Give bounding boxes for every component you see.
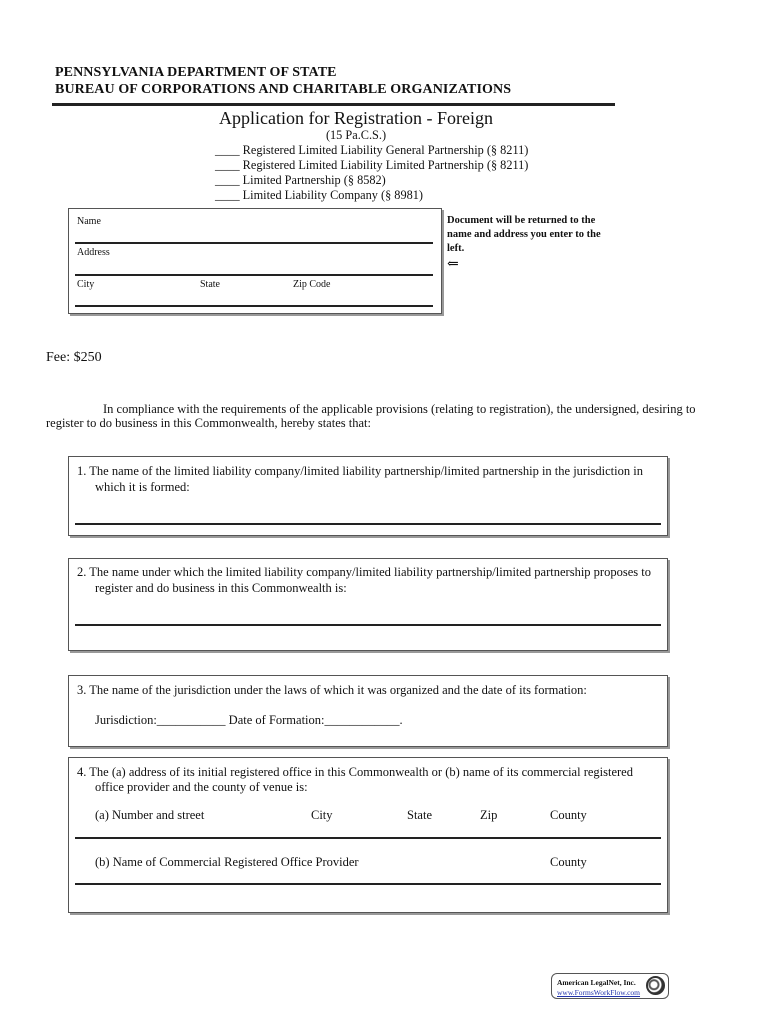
city-state-zip-field[interactable] (75, 305, 433, 307)
question-1-answer-field[interactable] (75, 523, 661, 525)
publisher-logo-icon (646, 976, 665, 995)
office-city-label: City (311, 808, 333, 822)
question-2-box (68, 558, 668, 651)
registered-office-address-field[interactable] (75, 837, 661, 839)
question-4-line-2: office provider and the county of venue is: (95, 780, 308, 794)
commercial-provider-field[interactable] (75, 883, 661, 885)
city-label: City (77, 279, 95, 290)
address-label: Address (77, 247, 110, 258)
question-3-box (68, 675, 668, 747)
question-2-line-2: register and do business in this Commonwealth is: (95, 581, 347, 595)
publisher-badge (551, 973, 669, 999)
question-2-line-1: 2. The name under which the limited liability company/limited liability partnership/limited partnership proposes to (77, 565, 651, 579)
question-1-box (68, 456, 668, 536)
address-field[interactable] (75, 274, 433, 276)
department-heading: PENNSYLVANIA DEPARTMENT OF STATE (55, 65, 337, 80)
office-zip-label: Zip (480, 808, 498, 822)
office-county-label: County (550, 808, 587, 822)
name-label: Name (77, 216, 101, 227)
left-arrow-icon: ⇐ (447, 257, 459, 272)
commercial-provider-label: (b) Name of Commercial Registered Office Provider (95, 855, 359, 869)
entity-type-option-lllp[interactable]: ____ Registered Limited Liability Limited Partnership (§ 8211) (215, 158, 529, 172)
statute-citation: (15 Pa.C.S.) (325, 128, 387, 142)
question-4-box (68, 757, 668, 913)
name-field[interactable] (75, 242, 433, 244)
question-3-line-1: 3. The name of the jurisdiction under the laws of which it was organized and the date of its formation: (77, 683, 587, 697)
compliance-line-1: In compliance with the requirements of the applicable provisions (relating to registration), the undersigned, desiring to (103, 402, 696, 416)
entity-type-option-lp[interactable]: ____ Limited Partnership (§ 8582) (215, 173, 386, 187)
return-address-box (68, 208, 442, 314)
bureau-heading: BUREAU OF CORPORATIONS AND CHARITABLE ORGANIZATIONS (55, 82, 512, 97)
form-title: Application for Registration - Foreign (219, 108, 493, 128)
number-street-label: (a) Number and street (95, 808, 205, 822)
return-note: Document will be returned to the name and address you enter to the left. (447, 215, 601, 254)
question-1-line-2: which it is formed: (95, 480, 190, 494)
publisher-name: American LegalNet, Inc. (557, 978, 636, 987)
entity-type-option-llc[interactable]: ____ Limited Liability Company (§ 8981) (215, 188, 423, 202)
zip-code-label: Zip Code (293, 279, 331, 290)
compliance-line-2: register to do business in this Commonwealth, hereby states that: (46, 416, 371, 430)
jurisdiction-date-field[interactable]: Jurisdiction:___________ Date of Formation:____________. (95, 713, 403, 727)
fee-text: Fee: $250 (46, 350, 102, 365)
header-rule (52, 103, 615, 106)
provider-county-label: County (550, 855, 587, 869)
office-state-label: State (407, 808, 432, 822)
publisher-link[interactable]: www.FormsWorkFlow.com (557, 988, 641, 997)
question-2-answer-field[interactable] (75, 624, 661, 626)
state-label: State (200, 279, 220, 290)
entity-type-option-llgp[interactable]: ____ Registered Limited Liability General Partnership (§ 8211) (215, 143, 529, 157)
question-1-line-1: 1. The name of the limited liability company/limited liability partnership/limited partnership in the jurisdiction in (77, 464, 643, 478)
question-4-line-1: 4. The (a) address of its initial registered office in this Commonwealth or (b) name of its commercial registered (77, 765, 633, 779)
